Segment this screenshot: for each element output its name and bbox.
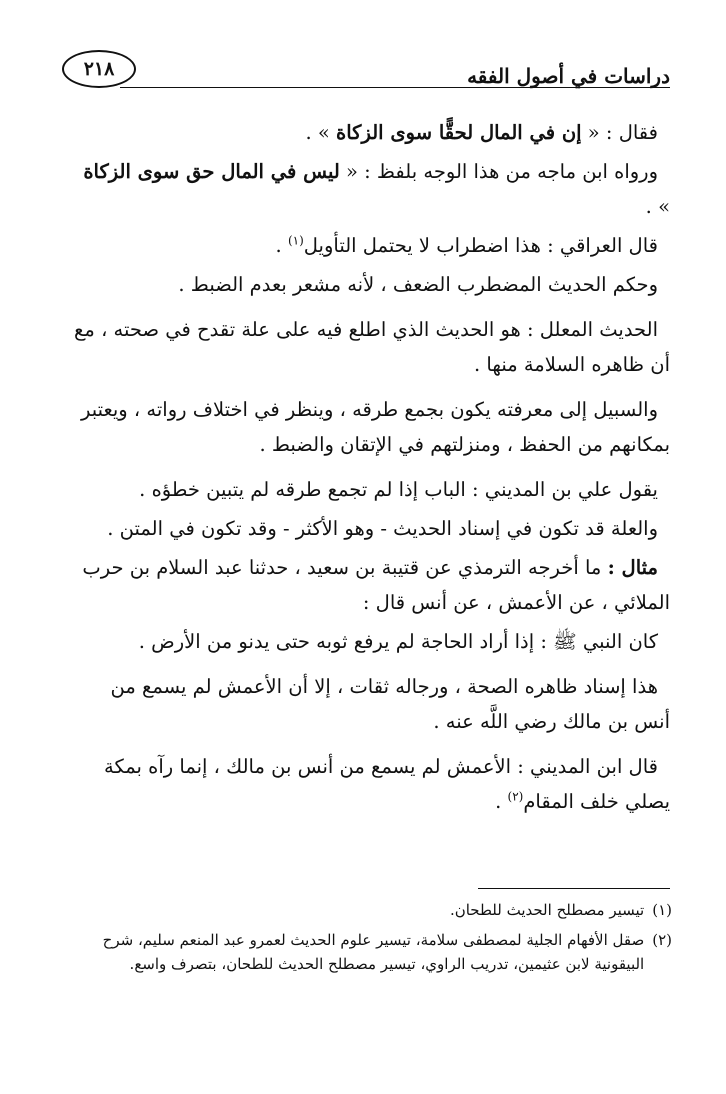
footnote	[70, 898, 672, 922]
paragraph	[70, 749, 670, 819]
text: .	[275, 234, 288, 257]
footnotes	[70, 898, 672, 982]
footnote-text: تيسير مصطلح الحديث للطحان.	[449, 901, 645, 919]
example-label: مثال :	[607, 556, 658, 579]
paragraph: الحديث المعلل : هو الحديث الذي اطلع فيه على علة تقدح في صحته ، مع أن ظاهره السلامة منها .	[74, 318, 670, 376]
page-number	[62, 50, 136, 88]
paragraph: والعلة قد تكون في إسناد الحديث - وهو الأكثر - وقد تكون في المتن .	[107, 517, 658, 540]
paragraph	[70, 550, 670, 620]
page-header	[60, 50, 670, 100]
paragraph: يقول علي بن المديني : الباب إذا لم تجمع طرقه لم يتبين خطؤه .	[139, 478, 658, 501]
main-text	[70, 115, 670, 829]
running-title: دراسات في أصول الفقه	[467, 64, 670, 88]
footnote-text: صقل الأفهام الجلية لمصطفى سلامة، تيسير علوم الحديث لعمرو عبد المنعم سليم، شرح البيقونية لابن عثيمين، تدريب الراوي، تيسير مصطلح الحديث للطحان، بتصرف واسع.	[102, 931, 645, 973]
paragraph: وحكم الحديث المضطرب الضعف ، لأنه مشعر بعدم الضبط .	[178, 273, 658, 296]
footnote-ref: (٢)	[507, 789, 524, 804]
hadith-quote: إن في المال لحقًّا سوى الزكاة	[336, 121, 582, 144]
hadith-quote: ليس في المال حق سوى الزكاة	[83, 160, 340, 183]
text: قال ابن المديني : الأعمش لم يسمع من أنس بن مالك ، إنما رآه بمكة يصلي خلف المقام	[104, 755, 670, 813]
paragraph: كان النبي ﷺ : إذا أراد الحاجة لم يرفع ثوبه حتى يدنو من الأرض .	[138, 630, 658, 653]
footnote-number: (٢)	[652, 931, 672, 949]
footnote-ref: (١)	[287, 233, 304, 248]
text: ورواه ابن ماجه من هذا الوجه بلفظ : «	[339, 160, 658, 183]
paragraph: هذا إسناد ظاهره الصحة ، ورجاله ثقات ، إلا أن الأعمش لم يسمع من أنس بن مالك رضي اللَّه عنه .	[110, 675, 670, 733]
page-number-text: ٢١٨	[83, 58, 115, 80]
text: ما أخرجه الترمذي عن قتيبة بن سعيد ، حدثنا عبد السلام بن حرب الملائي ، عن الأعمش ، عن أنس قال :	[82, 556, 670, 614]
text: .	[495, 790, 508, 813]
footnote-number: (١)	[652, 901, 672, 919]
text: فقال : «	[581, 121, 658, 144]
paragraph	[70, 154, 670, 224]
text: » .	[645, 195, 670, 218]
footnote-rule	[478, 888, 670, 889]
footnote	[70, 928, 672, 976]
paragraph	[70, 115, 670, 150]
text: » .	[305, 121, 337, 144]
paragraph	[70, 228, 670, 263]
paragraph: والسبيل إلى معرفته يكون بجمع طرقه ، وينظر في اختلاف رواته ، ويعتبر بمكانهم من الحفظ ، ومنزلتهم في الإتقان والضبط .	[80, 398, 670, 456]
text: قال العراقي : هذا اضطراب لا يحتمل التأويل	[303, 234, 658, 257]
